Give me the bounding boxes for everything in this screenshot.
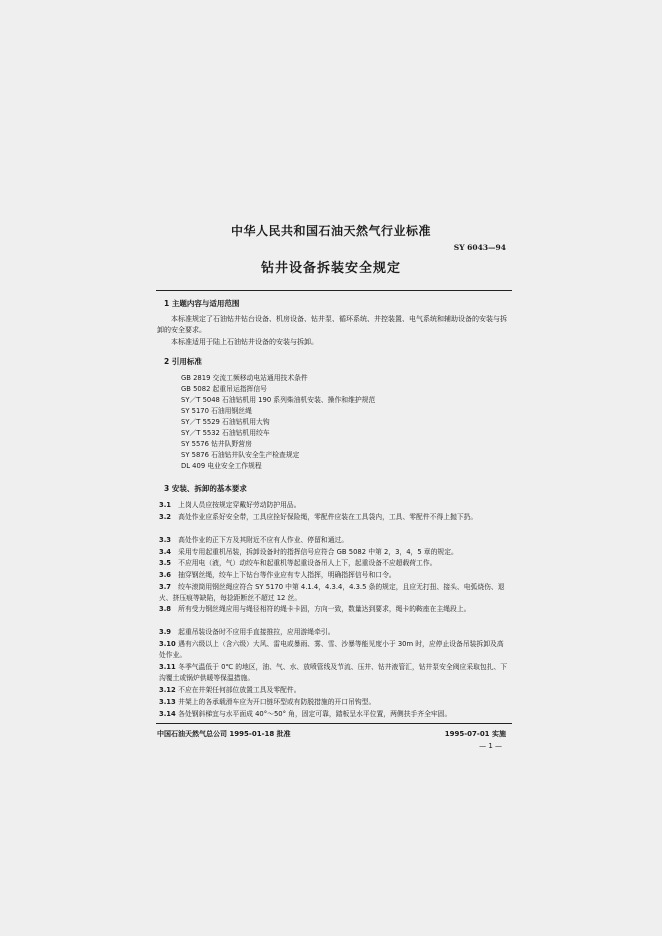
item-text: 采用专用起重机吊装，拆卸设备时的指挥信号应符合 GB 5082 中第 2，3，4，5 章的规定。 (178, 548, 458, 556)
reference-item: GB 2819 交流工频移动电站通用技术条件 (181, 374, 308, 382)
item-number: 3.13 (159, 698, 176, 706)
reference-item: SY 5170 石油用钢丝绳 (181, 407, 252, 415)
item-text: 井架上的各承载滑车应为开口链环型或有防脱措施的开口吊钩型。 (178, 698, 376, 706)
reference-item: SY／T 5048 石油钻机用 190 系列柴油机安装、操作和维护规范 (181, 396, 376, 404)
item-number: 3.12 (159, 686, 176, 694)
item-text: 上岗人员应按规定穿戴好劳动防护用品。 (178, 501, 301, 509)
requirement-item (159, 558, 509, 569)
item-text: 起重吊装设备时不应用手直接推拉，应用游绳牵引。 (178, 628, 335, 636)
section-2-heading: 2 引用标准 (164, 357, 202, 366)
reference-item: SY 5576 钻井队野营房 (181, 440, 252, 448)
requirement-item (159, 662, 509, 684)
item-number: 3.1 (159, 501, 172, 509)
item-text: 不应在井架任何部位放置工具及零配件。 (178, 686, 301, 694)
item-text: 不应用电（液，气）动绞车和起重机等起重设备吊人上下，起重设备不应超载荷工作。 (178, 559, 437, 567)
item-number: 3.10 (159, 640, 176, 648)
item-text: 抽穿钢丝绳，绞车上下钻台等作业应有专人指挥，明确指挥信号和口令。 (178, 571, 396, 579)
header-rule (156, 290, 512, 291)
requirement-item (159, 685, 509, 696)
reference-item: DL 409 电业安全工作规程 (181, 462, 262, 470)
footer-rule (156, 723, 512, 724)
item-number: 3.3 (159, 536, 172, 544)
item-number: 3.11 (159, 663, 176, 671)
reference-item: SY／T 5532 石油钻机用绞车 (181, 429, 270, 437)
requirement-item (159, 697, 509, 708)
item-text: 所有受力钢丝绳应用与绳径相符的绳卡卡固，方向一致，数量达到要求，绳卡的鞍座在主绳段上。 (178, 605, 471, 613)
item-text: 绞车滚筒用钢丝绳应符合 SY 5170 中第 4.1.4，4.3.4，4.3.5 条的规定，且应无打扭、接头、电弧烧伤、退火、挤压痕等缺陷，每捻距断丝不超过 12 丝。 (159, 583, 505, 602)
requirement-item (159, 535, 509, 546)
item-number: 3.2 (159, 513, 172, 521)
requirement-item (159, 547, 509, 558)
section-1-paragraph-1: 本标准规定了石油钻井钻台设备、机房设备、钻井泵、循环系统、井控装置、电气系统和辅助设备的安装与拆卸的安全要求。 (157, 315, 507, 334)
standard-code: SY 6043—94 (453, 243, 506, 252)
item-text: 各处钢斜梯宜与水平面成 40°～50° 角，固定可靠，踏板呈水平位置，两侧扶手齐全牢固。 (178, 710, 452, 718)
item-number: 3.4 (159, 548, 172, 556)
requirement-item (159, 500, 509, 511)
item-text: 高处作业应系好安全带，工具应拴好保险绳，零配件应装在工具袋内，工具、零配件不得上抛下扔。 (178, 513, 478, 521)
item-number: 3.7 (159, 583, 172, 591)
reference-item: GB 5082 起重吊运指挥信号 (181, 385, 267, 393)
item-number: 3.14 (159, 710, 176, 718)
item-text: 高处作业的正下方及其附近不应有人作业、停留和通过。 (178, 536, 349, 544)
reference-item: SY／T 5529 石油钻机用大钩 (181, 418, 270, 426)
effective-date: 1995-07-01 实施 (444, 730, 506, 738)
item-text: 遇有六级以上（含六级）大风、雷电或暴雨、雾、雪、沙暴等能见度小于 30m 时，应停止设备吊装拆卸及高处作业。 (159, 640, 504, 659)
approval-note: 中国石油天然气总公司 1995-01-18 批准 (157, 730, 291, 738)
item-number: 3.5 (159, 559, 172, 567)
item-text: 冬季气温低于 0℃ 的地区，油、气、水、放喷管线及节流、压井、钻井液管汇，钻井泵安全阀应采取包扎、下沟覆土或锅炉供暖等保温措施。 (159, 663, 508, 682)
page-number: — 1 — (479, 742, 502, 750)
requirement-item (159, 512, 509, 523)
requirement-item (159, 604, 509, 615)
requirement-item (159, 570, 509, 581)
section-1-heading: 1 主题内容与适用范围 (164, 299, 240, 308)
section-3-heading: 3 安装、拆卸的基本要求 (164, 484, 247, 493)
requirement-item (159, 709, 509, 720)
item-number: 3.8 (159, 605, 172, 613)
requirement-item (159, 627, 509, 638)
section-1-paragraph-2: 本标准适用于陆上石油钻井设备的安装与拆卸。 (171, 338, 318, 346)
requirement-item (159, 639, 509, 661)
requirement-item (159, 582, 509, 604)
item-number: 3.6 (159, 571, 172, 579)
reference-item: SY 5876 石油钻井队安全生产检查规定 (181, 451, 300, 459)
standard-type: 中华人民共和国石油天然气行业标准 (230, 224, 431, 238)
item-number: 3.9 (159, 628, 172, 636)
document-title: 钻井设备拆装安全规定 (260, 261, 401, 276)
